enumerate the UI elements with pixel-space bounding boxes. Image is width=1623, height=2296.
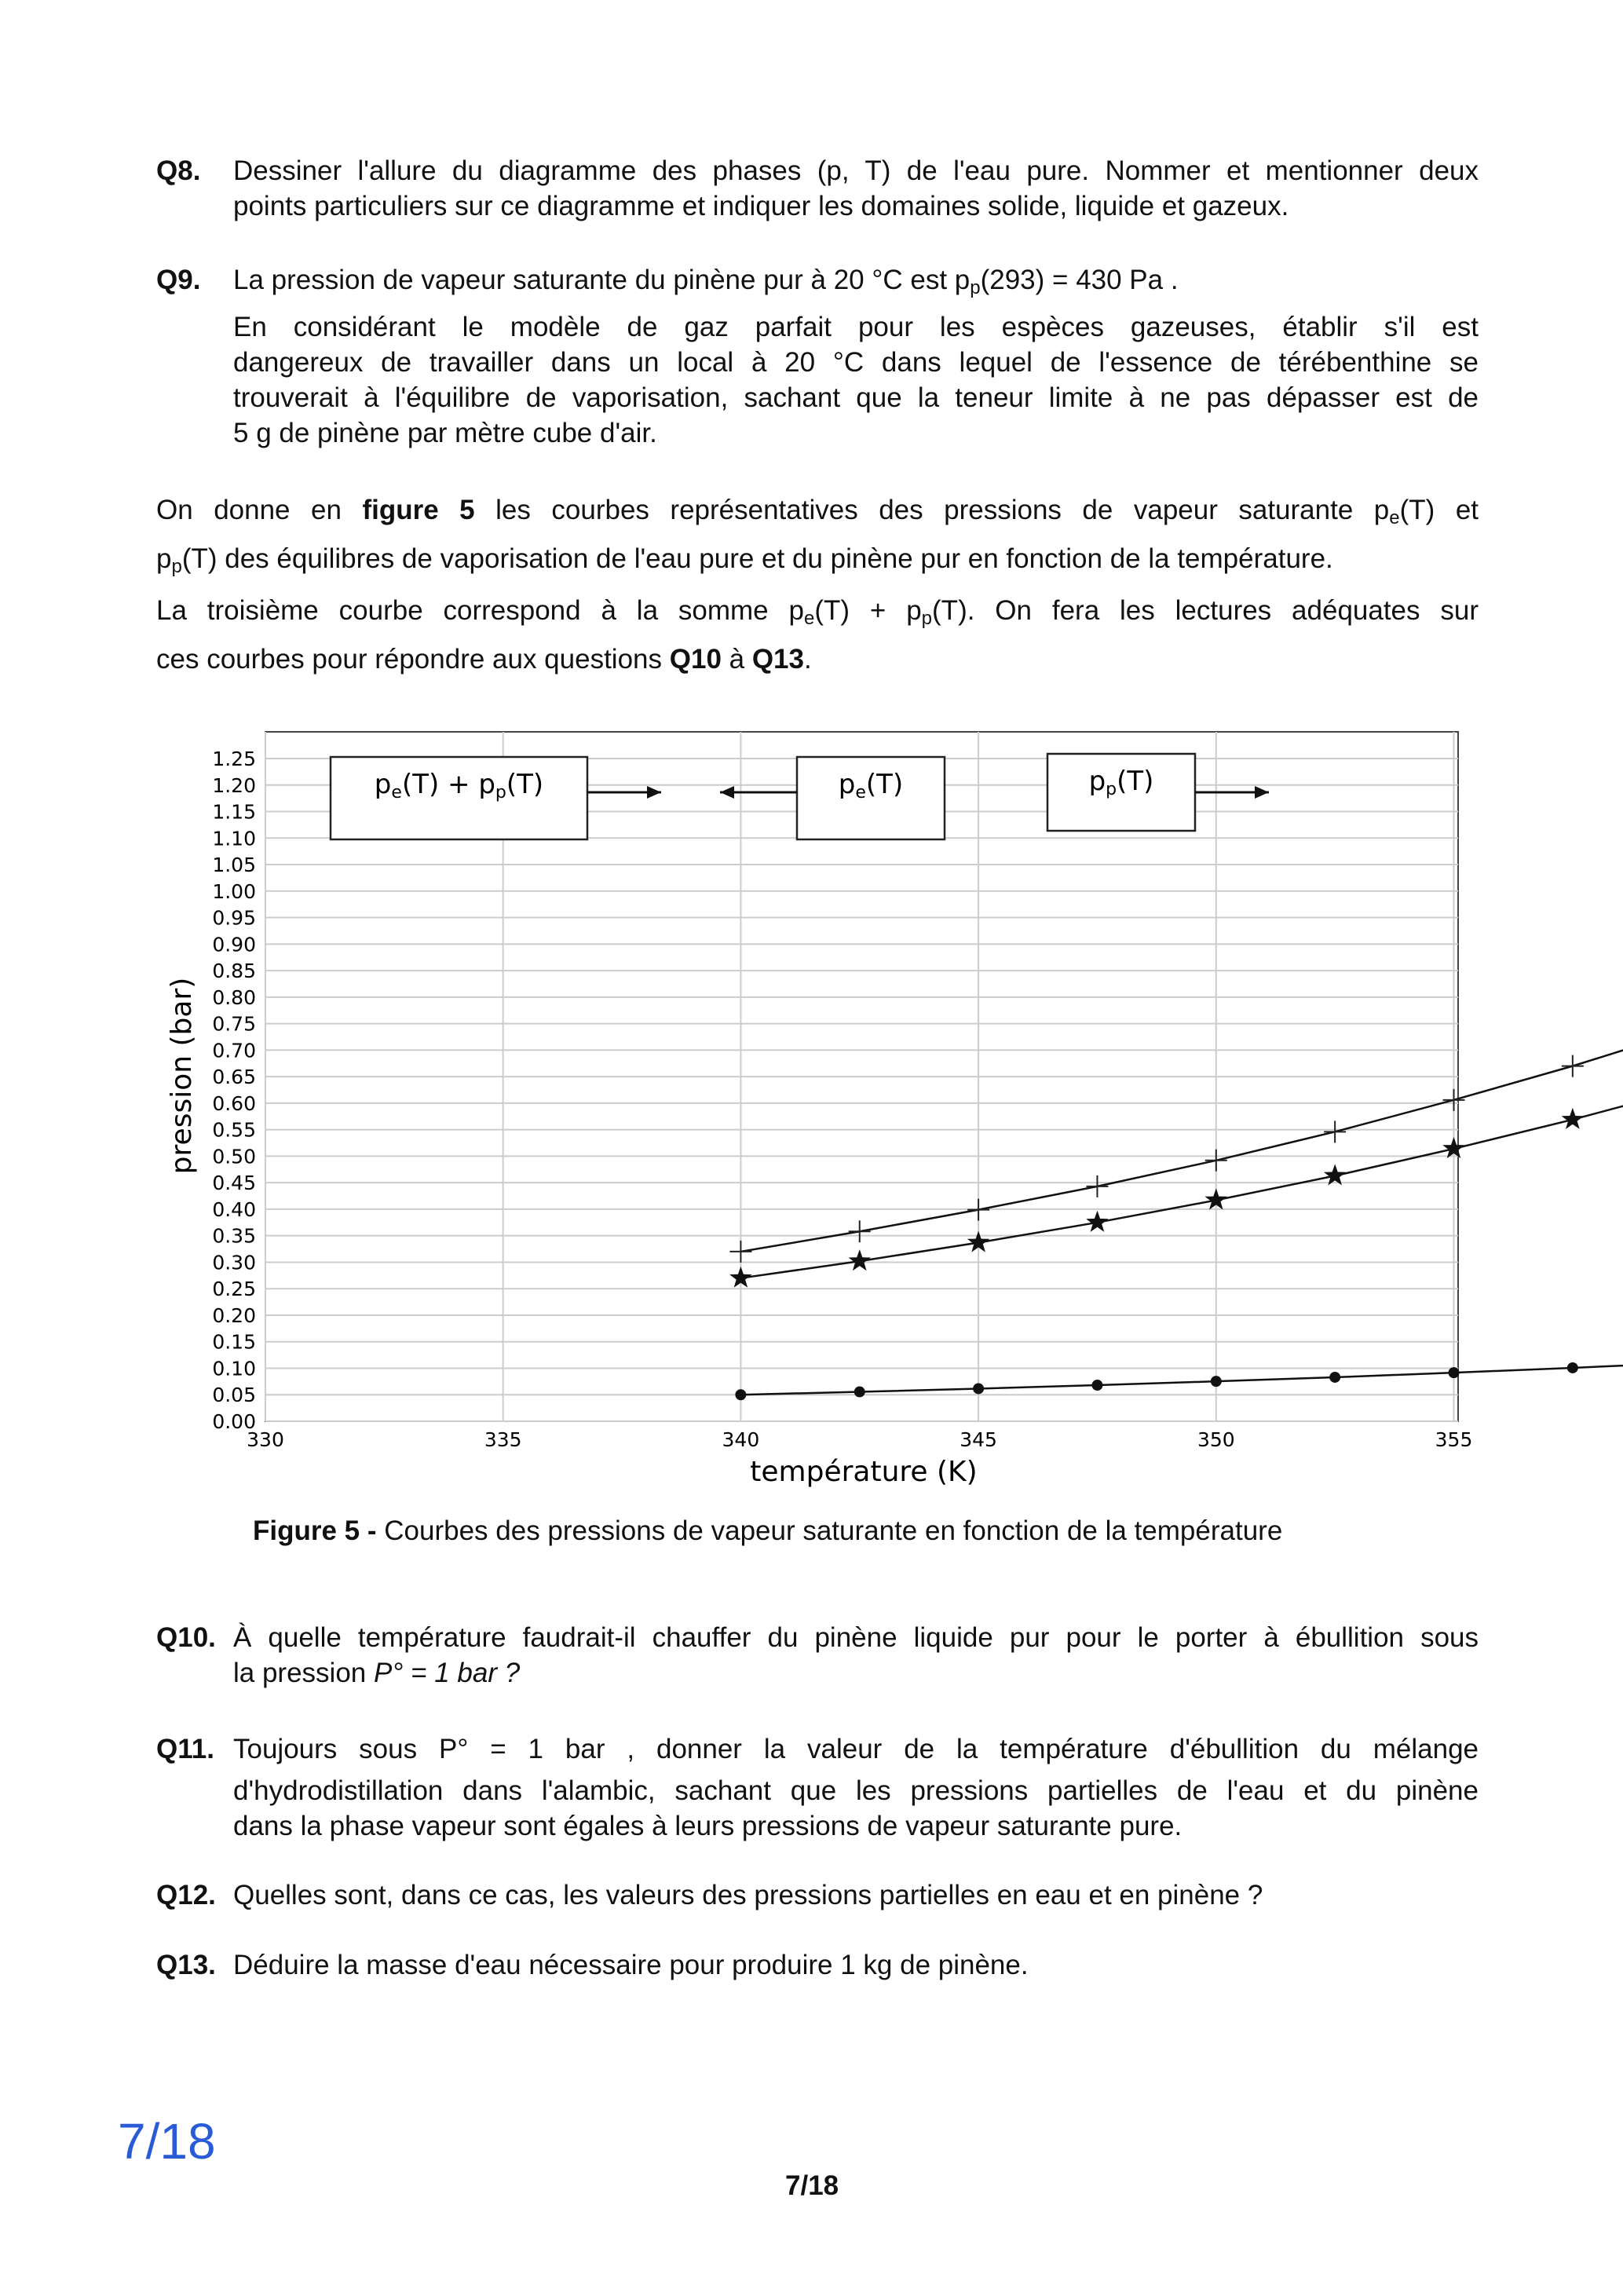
subscript: p bbox=[171, 556, 182, 577]
q9-number: Q9. bbox=[156, 265, 201, 295]
data-point-dot bbox=[1091, 1380, 1102, 1391]
q9-line: trouverait à l'équilibre de vaporisation, sachant que la teneur limite à ne pas dépasser est de bbox=[233, 382, 1479, 413]
y-tick-label: 1.15 bbox=[212, 800, 256, 824]
y-tick-label: 0.85 bbox=[212, 960, 256, 983]
q11-line: Toujours sous P° = 1 bar , donner la valeur de la température d'ébullition du mélange bbox=[233, 1734, 1479, 1764]
q10-number: Q10. bbox=[156, 1622, 216, 1653]
text: . bbox=[803, 644, 812, 675]
data-point-dot bbox=[735, 1389, 746, 1400]
q11-line: dans la phase vapeur sont égales à leurs pressions de vapeur saturante pure. bbox=[233, 1811, 1183, 1841]
y-tick-label: 0.45 bbox=[212, 1172, 256, 1195]
q9-line: En considérant le modèle de gaz parfait pour les espèces gazeuses, établir s'il est bbox=[233, 312, 1479, 342]
text: (293) = 430 Pa . bbox=[980, 265, 1179, 295]
y-tick-label: 0.20 bbox=[212, 1303, 256, 1327]
q8-line: points particuliers sur ce diagramme et indiquer les domaines solide, liquide et gazeux. bbox=[233, 191, 1289, 221]
page-stamp: 7/18 bbox=[118, 2113, 216, 2170]
text: Q10 bbox=[669, 644, 722, 675]
q12-number: Q12. bbox=[156, 1880, 216, 1910]
page-number: 7/18 bbox=[785, 2170, 839, 2201]
y-tick-label: 0.75 bbox=[212, 1012, 256, 1036]
x-tick-label: 350 bbox=[1197, 1428, 1235, 1451]
q13-number: Q13. bbox=[156, 1950, 216, 1980]
subscript: p bbox=[970, 277, 981, 298]
text: On donne en bbox=[156, 495, 363, 525]
y-tick-label: 1.25 bbox=[212, 748, 256, 770]
text: ces courbes pour répondre aux questions bbox=[156, 644, 670, 675]
y-tick-label: 1.00 bbox=[212, 879, 256, 903]
data-point-dot bbox=[1211, 1376, 1222, 1387]
y-tick-label: 1.05 bbox=[212, 854, 256, 877]
x-tick-label: 340 bbox=[722, 1428, 760, 1451]
x-tick-label: 345 bbox=[960, 1428, 997, 1451]
text: (T). On fera les lectures adéquates sur bbox=[932, 595, 1479, 626]
q8-number: Q8. bbox=[156, 155, 201, 186]
y-tick-label: 1.20 bbox=[212, 773, 256, 797]
y-axis-label: pression (bar) bbox=[166, 977, 198, 1175]
q13-line: Déduire la masse d'eau nécessaire pour produire 1 kg de pinène. bbox=[233, 1950, 1029, 1980]
y-tick-label: 0.05 bbox=[212, 1384, 256, 1407]
y-tick-label: 0.15 bbox=[212, 1330, 256, 1354]
y-tick-label: 0.25 bbox=[212, 1278, 256, 1301]
text: (T) des équilibres de vaporisation de l'eau pure et du pinène pur en fonction de la température. bbox=[181, 543, 1333, 574]
caption-label: Figure 5 - bbox=[253, 1515, 377, 1546]
text: (T) + p bbox=[814, 595, 922, 626]
q8-line: Dessiner l'allure du diagramme des phases (p, T) de l'eau pure. Nommer et mentionner deux bbox=[233, 155, 1479, 186]
subscript: e bbox=[803, 608, 815, 629]
y-tick-label: 0.40 bbox=[212, 1197, 256, 1221]
y-tick-label: 0.10 bbox=[212, 1357, 256, 1380]
text: les courbes représentatives des pressions de vapeur saturante p bbox=[474, 495, 1390, 525]
y-tick-label: 0.35 bbox=[212, 1224, 256, 1248]
legend-label: pe(T) + pp(T) bbox=[374, 769, 544, 803]
y-tick-label: 0.65 bbox=[212, 1066, 256, 1089]
text: à bbox=[721, 644, 752, 675]
text: la pression bbox=[233, 1658, 374, 1688]
data-point-plus bbox=[1562, 1055, 1584, 1077]
x-tick-label: 355 bbox=[1435, 1428, 1473, 1451]
q10-line: À quelle température faudrait-il chauffer du pinène liquide pur pour le porter à ébullition sous bbox=[233, 1622, 1479, 1653]
q11-line: d'hydrodistillation dans l'alambic, sachant que les pressions partielles de l'eau et du pinène bbox=[233, 1775, 1479, 1806]
data-point-dot bbox=[1329, 1372, 1340, 1383]
x-tick-label: 335 bbox=[484, 1428, 522, 1451]
y-tick-label: 0.70 bbox=[212, 1039, 256, 1062]
figure-ref: figure 5 bbox=[362, 495, 475, 525]
figure-caption bbox=[253, 1515, 1282, 1547]
y-tick-label: 0.50 bbox=[212, 1145, 256, 1168]
y-tick-label: 0.90 bbox=[212, 933, 256, 956]
y-tick-label: 0.30 bbox=[212, 1251, 256, 1274]
math: P° = 1 bar ? bbox=[373, 1658, 521, 1688]
q12-line: Quelles sont, dans ce cas, les valeurs des pressions partielles en eau et en pinène ? bbox=[233, 1880, 1263, 1910]
y-tick-label: 0.95 bbox=[212, 906, 256, 930]
subscript: e bbox=[1389, 507, 1400, 528]
text: (T) et bbox=[1399, 495, 1479, 525]
q9-line: dangereux de travailler dans un local à 20 °C dans lequel de l'essence de térébenthine se bbox=[233, 347, 1479, 378]
text: p bbox=[156, 543, 172, 574]
data-point-dot bbox=[1449, 1367, 1460, 1378]
data-point-dot bbox=[1567, 1362, 1578, 1373]
x-axis-label: température (K) bbox=[750, 1456, 978, 1488]
legend-label: pe(T) bbox=[838, 769, 904, 803]
subscript: p bbox=[921, 608, 933, 629]
text: La pression de vapeur saturante du pinène pur à 20 °C est p bbox=[233, 265, 971, 295]
q9-line: 5 g de pinène par mètre cube d'air. bbox=[233, 418, 657, 448]
data-point-dot bbox=[854, 1387, 865, 1398]
y-tick-label: 0.60 bbox=[212, 1091, 256, 1115]
legend-label: pp(T) bbox=[1088, 766, 1154, 799]
q11-number: Q11. bbox=[156, 1734, 214, 1764]
x-tick-label: 330 bbox=[247, 1428, 284, 1451]
text: Q13 bbox=[751, 644, 804, 675]
text: La troisième courbe correspond à la somme p bbox=[156, 595, 804, 626]
data-point-star bbox=[1562, 1108, 1585, 1129]
y-tick-label: 0.80 bbox=[212, 985, 256, 1009]
data-point-dot bbox=[973, 1383, 984, 1394]
y-tick-label: 0.00 bbox=[212, 1410, 256, 1433]
y-tick-label: 1.10 bbox=[212, 827, 256, 850]
y-tick-label: 0.55 bbox=[212, 1118, 256, 1142]
caption-text: Courbes des pressions de vapeur saturante en fonction de la température bbox=[376, 1515, 1283, 1546]
q10-line bbox=[233, 1658, 1479, 1689]
